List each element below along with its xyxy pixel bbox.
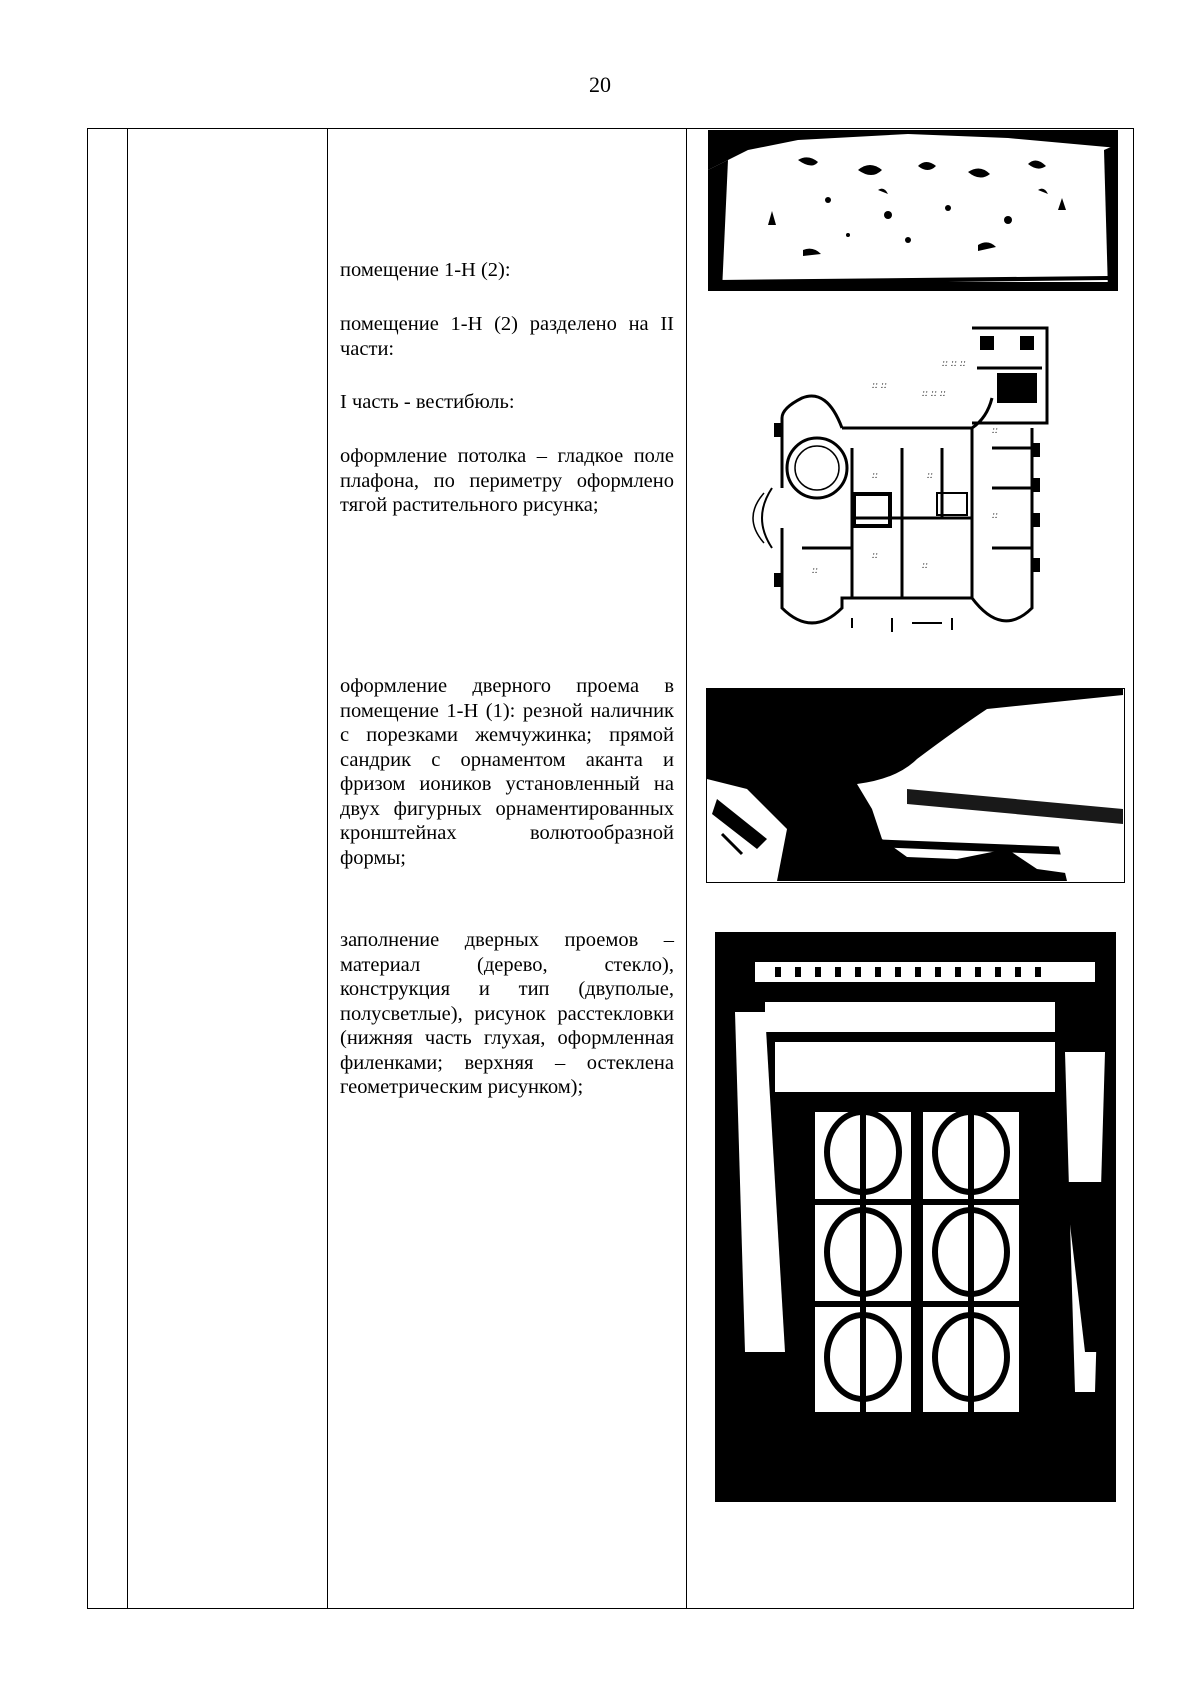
svg-text::: :: ::: :: :: :: (942, 359, 966, 369)
door-fill-description: заполнение дверных проемов – материал (дерево, стекло), конструкция и тип (двуполые, полусветлые), рисунок расстекловки (нижняя часть глухая, оформленная филенками; верхняя – остеклена геометрическим рисунком); (340, 929, 674, 1098)
column-divider-1 (127, 129, 128, 1608)
svg-text:::: :: (872, 471, 879, 481)
doorway-description: оформление дверного проема в помещение 1-Н (1): резной наличник с порезками жемчужинка; прямой сандрик с орнаментом аканта и фризом иоников установленный на двух фигурных орнаментированных кронштейнах волютообразной формы; (340, 675, 674, 869)
svg-text:::: :: (927, 471, 934, 481)
division-text: помещение 1-Н (2) разделено на II части: (340, 313, 674, 360)
doorway-photo (706, 688, 1125, 883)
column-divider-2 (327, 129, 328, 1608)
page-number: 20 (589, 72, 611, 97)
svg-text:::: :: (922, 561, 929, 571)
svg-text:::: :: (992, 426, 999, 436)
door-photo (715, 932, 1116, 1502)
svg-text:::: :: (992, 511, 999, 521)
svg-text::: ::: :: :: (872, 381, 887, 391)
svg-text::: :: ::: :: :: :: (922, 389, 946, 399)
ceiling-description: оформление потолка – гладкое поле плафона, по периметру оформлено тягой растительного рисунка; (340, 445, 674, 516)
column-divider-3 (686, 129, 687, 1608)
svg-text:::: :: (812, 566, 819, 576)
room-heading: помещение 1-Н (2): (340, 259, 511, 281)
ceiling-photo (708, 130, 1118, 291)
floor-plan (742, 318, 1070, 642)
svg-text:::: :: (872, 551, 879, 561)
part-one-text: I часть - вестибюль: (340, 391, 515, 413)
